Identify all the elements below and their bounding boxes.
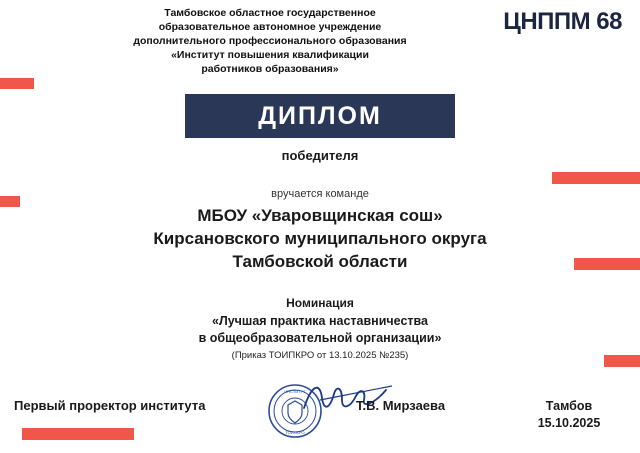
decorative-bar-left-top	[0, 78, 34, 89]
organization-line: Тамбовское областное государственное	[164, 7, 376, 19]
nomination-line: в общеобразовательной организации»	[198, 331, 442, 345]
recipient-line: МБОУ «Уваровщинская сош»	[197, 206, 443, 225]
date-label: 15.10.2025	[537, 416, 601, 430]
decorative-bar-right-upper	[552, 172, 640, 184]
nomination-label: Номинация	[286, 296, 354, 310]
signatory-title: Первый проректор института	[14, 398, 206, 413]
recipient-line: Тамбовской области	[232, 252, 408, 271]
decorative-bar-bottom-left	[22, 428, 134, 440]
diploma-banner	[185, 94, 455, 138]
recipient-line: Кирсановского муниципального округа	[153, 229, 487, 248]
nomination-text	[0, 313, 640, 347]
svg-text:ИНСТИТУТ: ИНСТИТУТ	[284, 389, 306, 394]
awarded-to-label: вручается команде	[271, 188, 369, 200]
organization-line: дополнительного профессионального образования	[133, 35, 407, 47]
diploma-subtitle: победителя	[281, 148, 359, 163]
svg-text:ТОИПКРО: ТОИПКРО	[285, 430, 305, 435]
order-reference: (Приказ ТОИПКРО от 13.10.2025 №235)	[231, 350, 409, 361]
recipient-name	[0, 204, 640, 273]
organization-line: образовательное автономное учреждение	[158, 21, 382, 33]
organization-line: работников образования»	[201, 63, 339, 75]
nomination-line: «Лучшая практика наставничества	[212, 314, 428, 328]
page-title: ДИПЛОМ	[258, 101, 382, 130]
place-and-date	[524, 398, 614, 432]
signatory-name: Т.В. Мирзаева	[356, 398, 446, 413]
cnppm-logo: ЦНППМ 68	[503, 8, 622, 35]
place-label: Тамбов	[545, 399, 593, 413]
organization-name	[90, 6, 450, 76]
organization-line: «Институт повышения квалификации	[171, 49, 369, 61]
